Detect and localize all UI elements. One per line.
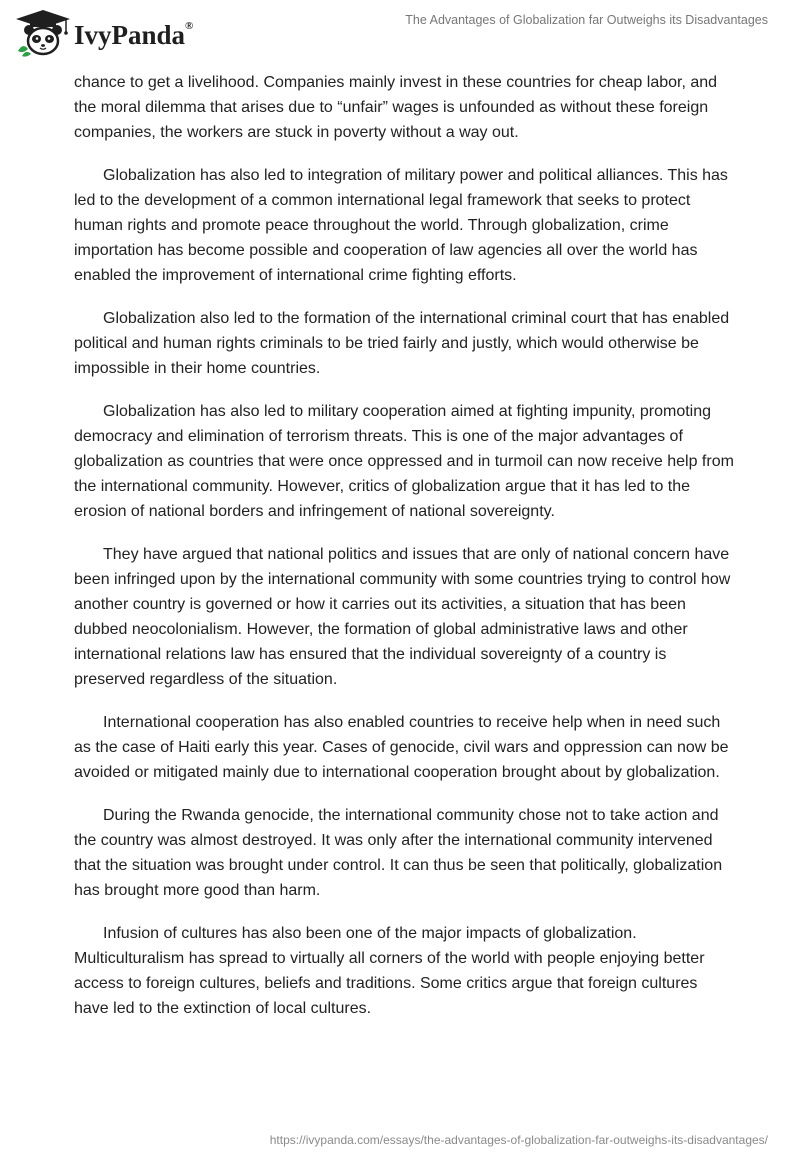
panda-graduate-icon <box>14 8 72 58</box>
brand-name: IvyPanda® <box>74 19 194 50</box>
document-title: The Advantages of Globalization far Outweighs its Disadvantages <box>405 13 768 27</box>
registered-mark: ® <box>185 19 194 32</box>
brand-logo[interactable] <box>14 8 193 58</box>
essay-body <box>74 70 734 1039</box>
paragraph: chance to get a livelihood. Companies mainly invest in these countries for cheap labor, and the moral dilemma that arises due to “unfair” wages is unfounded as without these foreign companies, the workers are stuck in poverty without a way out. <box>74 74 718 141</box>
paragraph: Globalization has also led to military cooperation aimed at fighting impunity, promoting democracy and elimination of terrorism threats. This is one of the major advantages of globalization as countries that were once oppressed and in turmoil can now receive help from the international community. However, critics of globalization argue that it has led to the erosion of national borders and infringement of national sovereignty. <box>74 403 734 520</box>
paragraph: Globalization also led to the formation of the international criminal court that has enabled political and human rights criminals to be tried fairly and justly, which would otherwise be impossible in their home countries. <box>74 310 730 377</box>
source-url[interactable]: https://ivypanda.com/essays/the-advantages-of-globalization-far-outweighs-its-disadvantages/ <box>269 1133 768 1147</box>
paragraph: Infusion of cultures has also been one of the major impacts of globalization. Multiculturalism has spread to virtually all corners of the world with people enjoying better access to foreign cultures, beliefs and traditions. Some critics argue that foreign cultures have led to the extinction of local cultures. <box>74 925 705 1017</box>
page-header <box>0 0 800 70</box>
paragraph: Globalization has also led to integration of military power and political alliances. This has led to the development of a common international legal framework that seeks to protect human rights and promote peace throughout the world. Through globalization, crime importation has become possible and cooperation of law agencies all over the world has enabled the improvement of international crime fighting efforts. <box>74 167 728 284</box>
paragraph: International cooperation has also enabled countries to receive help when in need such as the case of Haiti early this year. Cases of genocide, civil wars and oppression can now be avoided or mitigated mainly due to international cooperation brought about by globalization. <box>74 714 729 781</box>
paragraph: During the Rwanda genocide, the international community chose not to take action and the country was almost destroyed. It was only after the international community intervened that the situation was brought under control. It can thus be seen that politically, globalization has brought more good than harm. <box>74 807 723 899</box>
paragraph: They have argued that national politics and issues that are only of national concern have been infringed upon by the international community with some countries trying to control how another country is governed or how it carries out its activities, a situation that has been dubbed neocolonialism. However, the formation of global administrative laws and other international relations law has ensured that the individual sovereignty of a country is preserved regardless of the situation. <box>74 546 731 688</box>
